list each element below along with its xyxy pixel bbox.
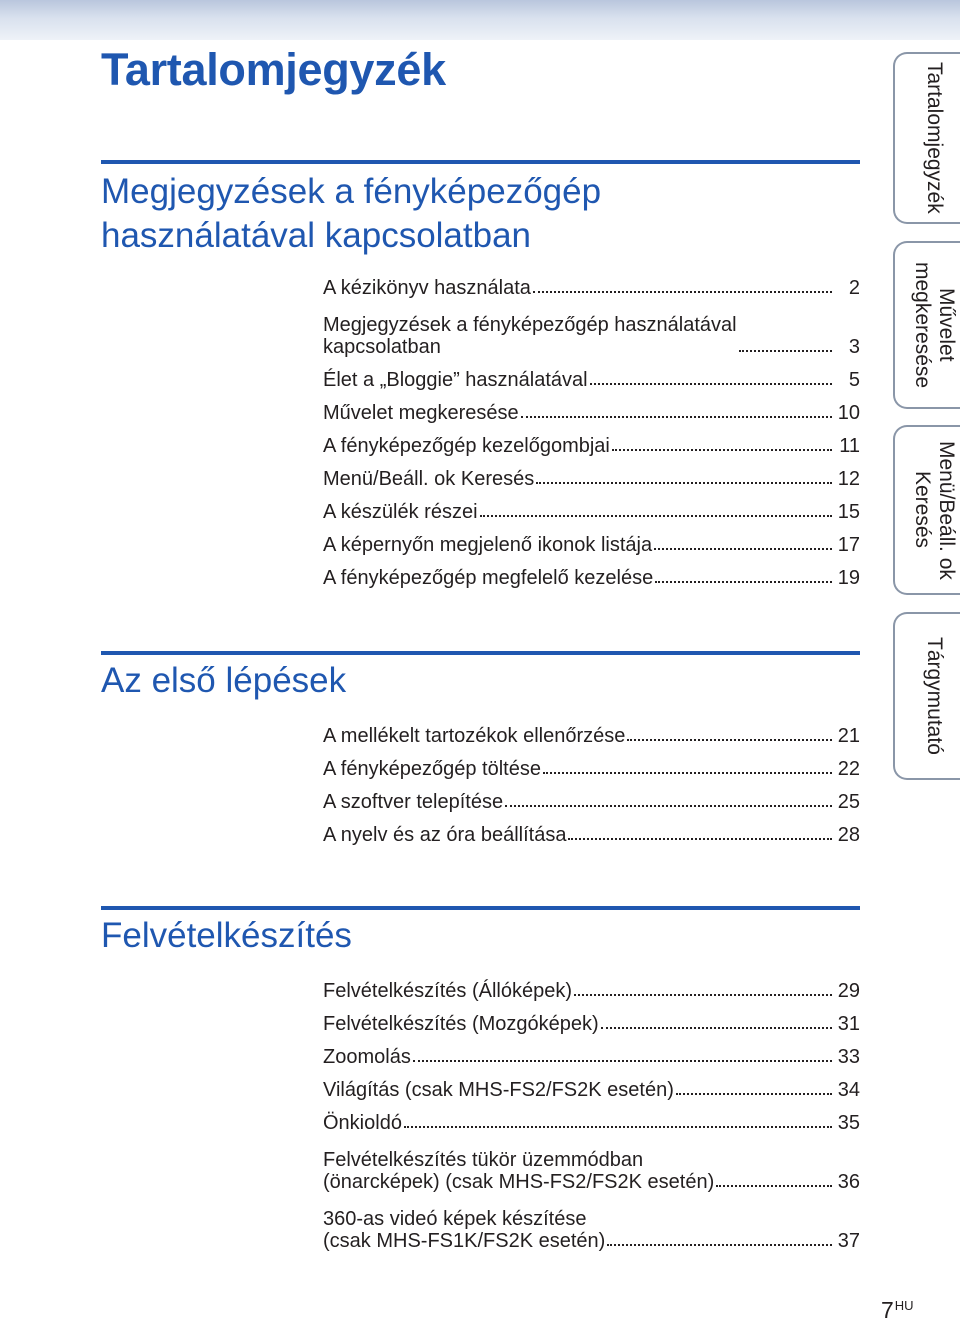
entry-title: A nyelv és az óra beállítása bbox=[323, 824, 567, 846]
entry-title: Megjegyzések a fényképezőgép használatával kapcsolatban bbox=[323, 314, 737, 358]
entry-title: Önkioldó bbox=[323, 1112, 402, 1134]
toc-entry[interactable] bbox=[323, 424, 860, 457]
section-title: Megjegyzések a fényképezőgép használatával kapcsolatban bbox=[101, 172, 602, 255]
entry-title: A készülék részei bbox=[323, 501, 478, 523]
page-title: Tartalomjegyzék bbox=[101, 44, 446, 95]
header-band bbox=[0, 0, 960, 40]
entry-title: A fényképezőgép töltése bbox=[323, 758, 541, 780]
entry-page: 34 bbox=[837, 1079, 860, 1101]
dot-leader bbox=[655, 581, 832, 583]
entry-title: Felvételkészítés tükör üzemmódban (önarcképek) (csak MHS-FS2/FS2K esetén) bbox=[323, 1149, 715, 1193]
toc-entries bbox=[323, 266, 860, 589]
entry-title: A fényképezőgép megfelelő kezelése bbox=[323, 567, 654, 589]
toc-entry[interactable] bbox=[323, 1193, 860, 1252]
entry-title: A kézikönyv használata bbox=[323, 277, 531, 299]
dot-leader bbox=[505, 805, 832, 807]
dot-leader bbox=[574, 994, 832, 996]
entry-title: Zoomolás bbox=[323, 1046, 411, 1068]
toc-entry[interactable] bbox=[323, 523, 860, 556]
dot-leader bbox=[480, 515, 832, 517]
entry-page: 2 bbox=[848, 277, 860, 299]
entry-page: 33 bbox=[837, 1046, 860, 1068]
dot-leader bbox=[543, 772, 832, 774]
section-getting-started bbox=[101, 651, 860, 846]
entry-title: Élet a „Bloggie” használatával bbox=[323, 369, 588, 391]
tab-index[interactable] bbox=[893, 612, 960, 780]
dot-leader bbox=[568, 838, 831, 840]
toc-entry[interactable] bbox=[323, 1134, 860, 1193]
dot-leader bbox=[521, 416, 832, 418]
page-number-value: 7 bbox=[881, 1297, 894, 1323]
dot-leader bbox=[413, 1060, 832, 1062]
toc-entry[interactable] bbox=[323, 1068, 860, 1101]
dot-leader bbox=[739, 350, 832, 352]
toc-entry[interactable] bbox=[323, 1035, 860, 1068]
tab-find-operation[interactable] bbox=[893, 241, 960, 409]
entry-page: 15 bbox=[837, 501, 860, 523]
entry-page: 36 bbox=[837, 1171, 860, 1193]
entry-title: Világítás (csak MHS-FS2/FS2K esetén) bbox=[323, 1079, 674, 1101]
entry-page: 5 bbox=[848, 369, 860, 391]
toc-entry[interactable] bbox=[323, 490, 860, 523]
section-rule bbox=[101, 651, 860, 655]
entry-page: 12 bbox=[837, 468, 860, 490]
entry-page: 21 bbox=[837, 725, 860, 747]
toc-entry[interactable] bbox=[323, 780, 860, 813]
toc-entry[interactable] bbox=[323, 391, 860, 424]
entry-title: A mellékelt tartozékok ellenőrzése bbox=[323, 725, 626, 747]
toc-entry[interactable] bbox=[323, 969, 860, 1002]
section-rule bbox=[101, 160, 860, 164]
tab-label: Tartalomjegyzék bbox=[923, 62, 946, 214]
dot-leader bbox=[533, 291, 832, 293]
toc-entries bbox=[323, 714, 860, 846]
section-rule bbox=[101, 906, 860, 910]
entry-page: 10 bbox=[837, 402, 860, 424]
entry-page: 3 bbox=[848, 336, 860, 358]
entry-page: 17 bbox=[837, 534, 860, 556]
tab-label: Menü/Beáll. ok Keresés bbox=[911, 440, 958, 580]
dot-leader bbox=[601, 1027, 832, 1029]
page-number bbox=[881, 1297, 914, 1324]
entry-page: 35 bbox=[837, 1112, 860, 1134]
entry-title: Felvételkészítés (Állóképek) bbox=[323, 980, 572, 1002]
tab-label: Tárgymutató bbox=[923, 637, 946, 755]
toc-entry[interactable] bbox=[323, 266, 860, 299]
entry-page: 22 bbox=[837, 758, 860, 780]
section-title: Felvételkészítés bbox=[101, 916, 352, 955]
tab-label: Művelet megkeresése bbox=[911, 261, 958, 389]
section-title: Az első lépések bbox=[101, 661, 347, 700]
entry-title: Menü/Beáll. ok Keresés bbox=[323, 468, 535, 490]
dot-leader bbox=[536, 482, 832, 484]
entry-page: 19 bbox=[837, 567, 860, 589]
dot-leader bbox=[607, 1244, 831, 1246]
toc-entry[interactable] bbox=[323, 714, 860, 747]
toc-entry[interactable] bbox=[323, 556, 860, 589]
entry-title: Művelet megkeresése bbox=[323, 402, 519, 424]
toc-entry[interactable] bbox=[323, 1002, 860, 1035]
section-notes bbox=[101, 160, 860, 589]
entry-title: A szoftver telepítése bbox=[323, 791, 504, 813]
dot-leader bbox=[404, 1126, 832, 1128]
section-recording bbox=[101, 906, 860, 1252]
toc-entry[interactable] bbox=[323, 358, 860, 391]
entry-page: 11 bbox=[839, 435, 860, 457]
dot-leader bbox=[716, 1185, 832, 1187]
entry-page: 29 bbox=[837, 980, 860, 1002]
page-language-code: HU bbox=[894, 1298, 914, 1313]
dot-leader bbox=[676, 1093, 832, 1095]
toc-entry[interactable] bbox=[323, 813, 860, 846]
entry-page: 31 bbox=[837, 1013, 860, 1035]
entry-title: A fényképezőgép kezelőgombjai bbox=[323, 435, 610, 457]
dot-leader bbox=[627, 739, 831, 741]
tab-menu-settings-search[interactable] bbox=[893, 425, 960, 595]
toc-entry[interactable] bbox=[323, 1101, 860, 1134]
dot-leader bbox=[654, 548, 832, 550]
entry-title: A képernyőn megjelenő ikonok listája bbox=[323, 534, 653, 556]
entry-title: Felvételkészítés (Mozgóképek) bbox=[323, 1013, 599, 1035]
toc-entry[interactable] bbox=[323, 299, 860, 358]
toc-entries bbox=[323, 969, 860, 1252]
entry-page: 37 bbox=[837, 1230, 860, 1252]
tab-table-of-contents[interactable] bbox=[893, 52, 960, 224]
dot-leader bbox=[612, 449, 832, 451]
toc-entry[interactable] bbox=[323, 457, 860, 490]
entry-page: 25 bbox=[837, 791, 860, 813]
entry-title: 360-as videó képek készítése (csak MHS-FS1K/FS2K esetén) bbox=[323, 1208, 606, 1252]
entry-page: 28 bbox=[837, 824, 860, 846]
toc-entry[interactable] bbox=[323, 747, 860, 780]
dot-leader bbox=[590, 383, 832, 385]
